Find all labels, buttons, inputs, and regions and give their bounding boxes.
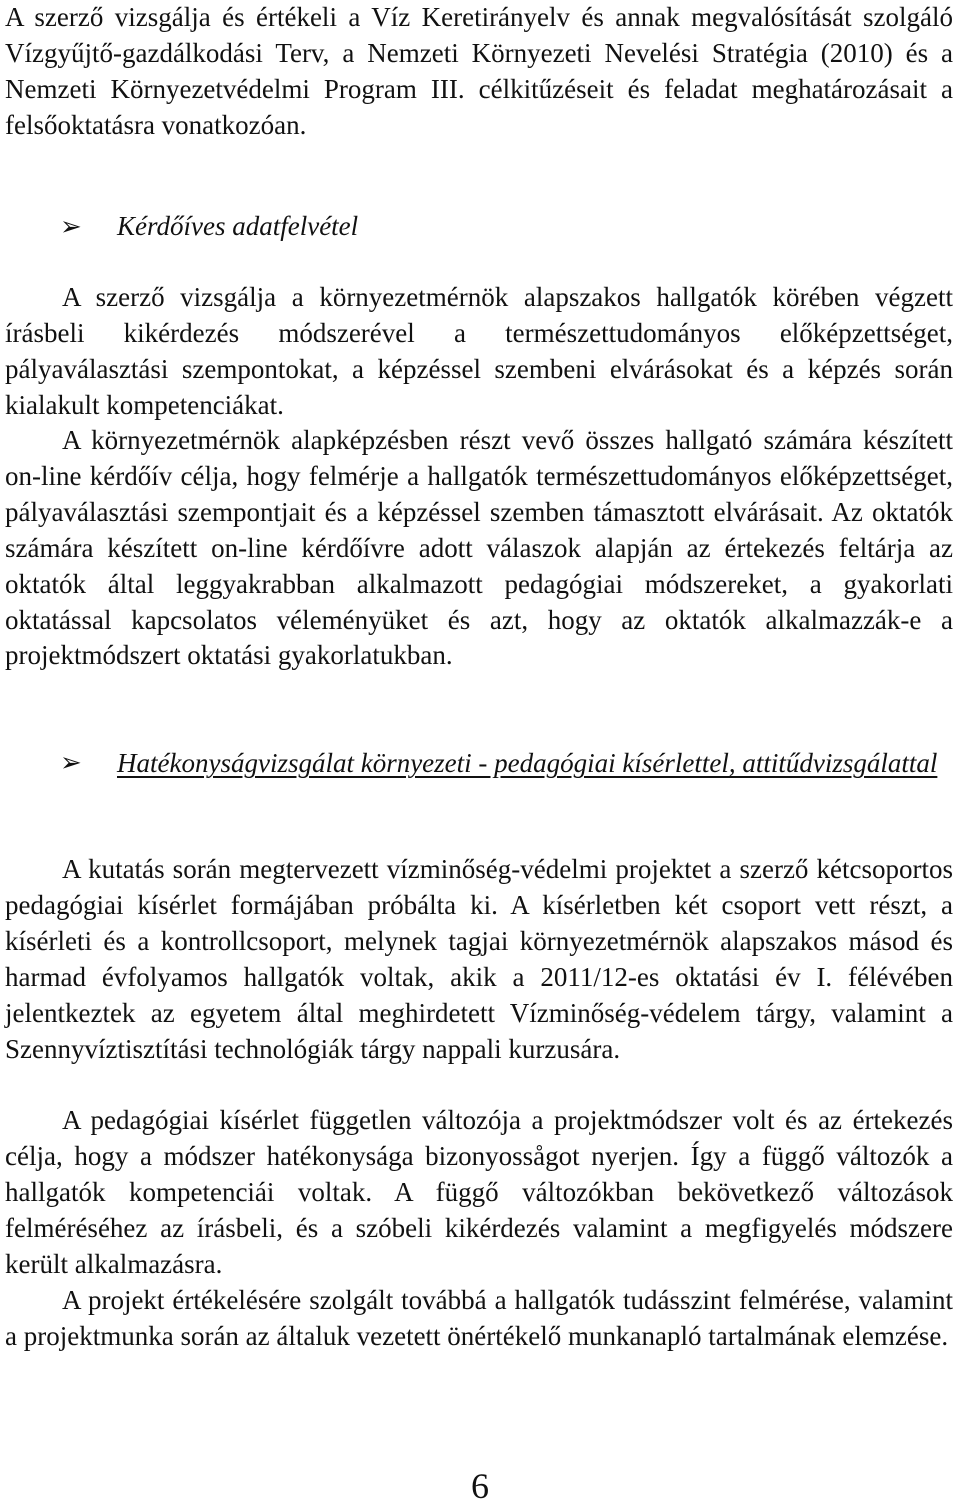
intro-paragraph: A szerző vizsgálja és értékeli a Víz Keretirányelv és annak megvalósítását szolgáló Vízgyűjtő-gazdálkodási Terv, a Nemzeti Környezeti Nevelési Stratégia (2010) és a Nemzeti Környezetvédelmi Program III. célkitűzéseit és feladat meghatározásait a felsőoktatásra vonatkozóan. <box>5 2 953 140</box>
section-heading-efficiency <box>5 745 953 782</box>
section-title: Kérdőíves adatfelvétel <box>117 211 359 241</box>
section2-paragraph-2: A pedagógiai kísérlet független változója a projektmódszer volt és az értekezés célja, hogy a módszer hatékonysága bizonyossågot nyerjen. Így a függő változók a hallgatók kompetenciái voltak. A függő változókban bekövetkező változások felméréséhez az írásbeli, és a szóbeli kikérdezés valamint a megfigyelés módszere került alkalmazásra. <box>5 1105 953 1279</box>
section1-paragraph-1: A szerző vizsgálja a környezetmérnök alapszakos hallgatók körében végzett írásbeli kikérdezés módszerével a természettudományos előképzettséget, pályaválasztási szempontokat, a képzéssel szembeni elvárásokat és a képzés során kialakult kompetenciákat. <box>5 282 953 420</box>
page-number: 6 <box>471 1466 489 1506</box>
section1-paragraph-2: A környezetmérnök alapképzésben részt vevő összes hallgató számára készített on-line kérdőív célja, hogy felmérje a hallgatók természettudományos előképzettséget, pályaválasztási szempontjait és a képzéssel szemben támasztott elvárásait. Az oktatók számára készített on-line kérdőívre adott válaszok alapján az értekezés feltárja az oktatók által leggyakrabban alkalmazott pedagógiai módszereket, a gyakorlati oktatással kapcsolatos véleményüket és azt, hogy az oktatók alkalmazzák-e a projektmódszert oktatási gyakorlatukban. <box>5 425 953 671</box>
section-title: Hatékonyságvizsgálat környezeti - pedagógiai kísérlettel, attitűdvizsgálattal <box>117 748 938 778</box>
section2-paragraph-3: A projekt értékelésére szolgált továbbá a hallgatók tudásszint felmérése, valamint a projektmunka során az általuk vezetett önértékelő munkanapló tartalmának elemzése. <box>5 1285 953 1351</box>
arrowhead-bullet-icon: ➢ <box>60 748 82 777</box>
section-heading-questionnaire <box>5 209 953 245</box>
section2-paragraph-1: A kutatás során megtervezett vízminőség-védelmi projektet a szerző kétcsoportos pedagógiai kísérlet formájában próbálta ki. A kísérletben két csoport vett részt, a kísérleti és a kontrollcsoport, melynek tagjai környezetmérnök alapszakos másod és harmad évfolyamos hallgatók voltak, akik a 2011/12-es oktatási év I. félévében jelentkeztek az egyetem által meghirdetett Vízminőség-védelem tárgy, valamint a Szennyvíztisztítási technológiák tárgy nappali kurzusára. <box>5 854 953 1064</box>
arrowhead-bullet-icon: ➢ <box>60 212 82 241</box>
